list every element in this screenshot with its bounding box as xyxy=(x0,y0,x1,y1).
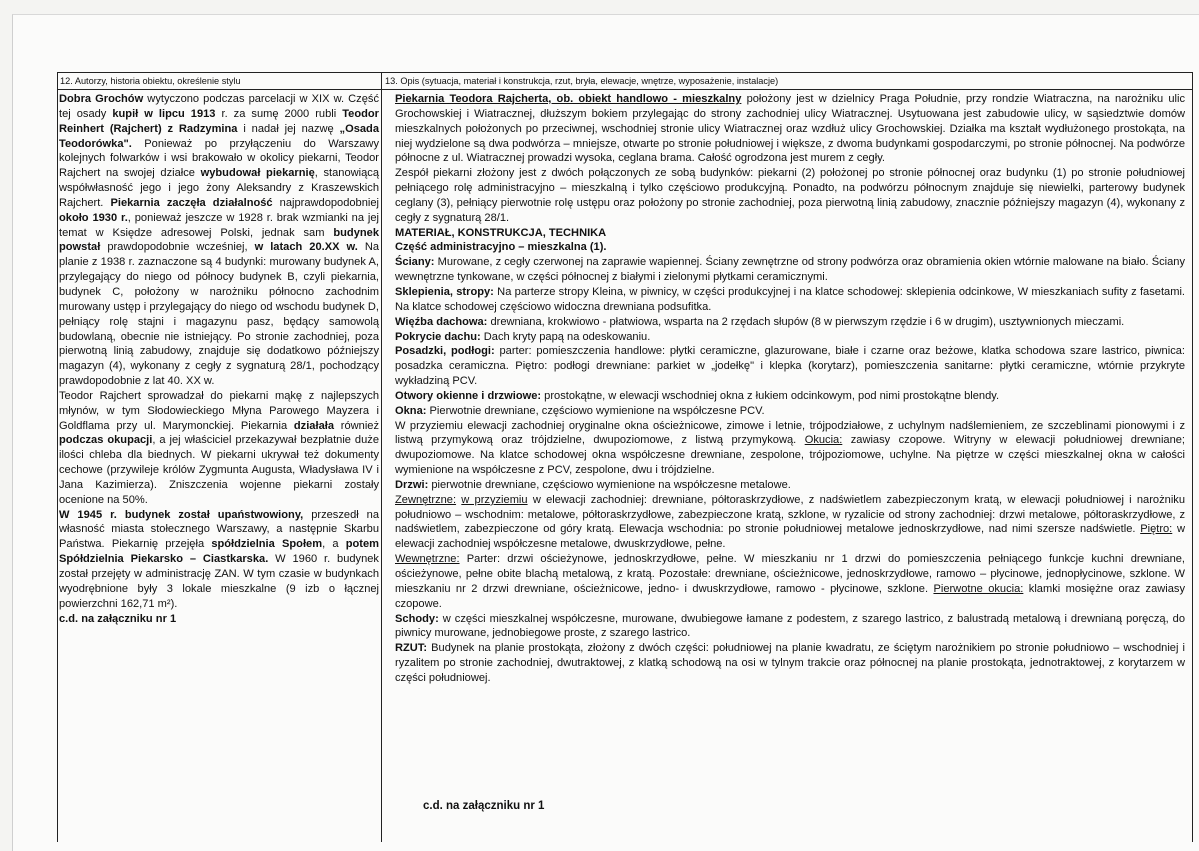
history-text: przeszedł na własność miasta stołecznego Warszawy, a następnie Skarbu Państwa. Piekarnię przejęła xyxy=(59,508,380,551)
entry-label: Więźba dachowa: xyxy=(395,315,488,328)
header-divider xyxy=(57,89,1193,90)
entry-label: Drzwi: xyxy=(395,478,429,491)
section-13-header: 13. Opis (sytuacja, materiał i konstrukcja, rzut, bryła, elewacje, wnętrze, wyposażenie, instalacje) xyxy=(385,76,779,86)
entry-text: klamki mosiężne oraz zawiasy czopowe. xyxy=(395,582,1185,610)
history-text: Piekarnia zaczęła działalność xyxy=(110,196,273,209)
history-paragraph-3 xyxy=(59,508,379,612)
history-text: potem Spółdzielnia Piekarsko – Ciastkarska. xyxy=(59,538,379,566)
description-column xyxy=(395,92,1185,686)
entry-text: zawiasy czopowe. Witryny w elewacji południowej drewniane; dwupoziomowe. Na klatce schodowej okna współczesne drewniane, zespolone, trójpoziomowe, uchylne. Na piętrze w części mieszkalnej okna w całości wymienione na współczesne z PCV, zespolone, dwu i trójdzielne. xyxy=(395,434,1185,477)
stairs-entry xyxy=(395,612,1185,642)
exterior-doors xyxy=(395,493,1185,552)
description-complex: Zespół piekarni złożony jest z dwóch połączonych ze sobą budynków: piekarni (2) położonej po stronie północnej oraz budynku (1) po stronie południowej pełniącego rolę administracyjno – mieszkalną i tylko częściowo produkcyjną. Ponadto, na podwórzu północnym znajduje się niewielki, parterowy budynek ceglany (3), pełniący pierwotnie rolę ustępu oraz położony po stronie zachodniej, poza pierwotną linią zabudowy, znacznie późniejszy magazyn (4), wykonany z cegły z sygnaturą 28/1. xyxy=(395,167,1185,224)
plan-entry xyxy=(395,641,1185,686)
entry-text: Parter: drzwi ościeżynowe, jednoskrzydłowe, pełne. W mieszkaniu nr 1 drzwi do pomieszczenia pełniącego funkcje kuchni drewniane, ościeżynowe, pełne obite blachą metalową, z kratą. Pozostałe: drewniane, ościeżnicowe, jednoskrzydłowe, ramowo – płycinowe, jednopłycinowe, szklone. W mieszkaniu nr 2 drzwi drewniane, ościeżnicowe, jedno- i dwuskrzydłowe, ramowo - płycinowe, szklone. xyxy=(395,553,1185,595)
entry-text: w elewacji zachodniej: drewniane, półtoraskrzydłowe, z nadświetlem zabezpieczonym kratą, w elewacji południowej i narożniku południowo – wschodnim: metalowe, półtoraskrzydłowe, zabezpieczone kratą, szklone, w ryzalicie od strony zachodniej: drzwi metalowe, półtoraskrzydłowe, z nadświetlem, zabezpieczone od góry kratą. Elewacja wschodnia: po stronie południowej metalowe jednoskrzydłowe, nad nimi szersze nadświetle. xyxy=(395,493,1185,536)
history-text: podczas okupacji xyxy=(59,434,153,447)
entry-label: Schody: xyxy=(395,612,439,625)
entry-text: w części mieszkalnej współczesne, murowane, dwubiegowe łamane z podestem, z szarego lastrico, z balustradą metalową i drewnianą poręczą, do piwnicy murowane, jednobiegowe proste, z szarego lastrico. xyxy=(395,612,1185,640)
history-text: około 1930 r. xyxy=(59,211,128,224)
entry-text: Na parterze stropy Kleina, w piwnicy, w części produkcyjnej i na klatce schodowej: sklepienia odcinkowe, W mieszkaniach sufity z fasetami. Na klatce schodowej częściowo widoczna drewniana podsufitka. xyxy=(395,285,1185,313)
underlined-label: Zewnętrzne: xyxy=(395,493,457,506)
entry-label: Posadzki, podłogi: xyxy=(395,345,495,358)
floors-entry xyxy=(395,344,1185,389)
history-column xyxy=(59,92,379,626)
vaults-entry xyxy=(395,285,1185,315)
description-text: położony jest w dzielnicy Praga Południe, przy rondzie Wiatraczna, na narożniku ulic Grochowskiej i Wiatracznej, dłuższym bokiem przylegając do strony zachodniej ulicy Wiatracznej. Usytuowana jest zabudowie ulicy, w sąsiedztwie domów mieszkalnych położonych po przeciwnej, wschodniej stronie ulicy Wiatracznej oraz wzdłuż ulicy Grochowskiej. Działka ma kształt wydłużonego prostokąta, na niej wydzielone są dwa podwórza – mniejsze, otwarte po stronie południowej i większe, z dwoma budynkami gospodarczymi, po stronie północnej. Na podwórze północne z ul. Wiatracznej prowadzi wysoka, ceglana brama. Całość ogrodzona jest murem z cegły. xyxy=(395,93,1185,165)
entry-label: Pokrycie dachu: xyxy=(395,330,481,343)
history-text: Teodor Reinhert (Rajchert) z Radzymina xyxy=(59,107,379,135)
continued-note-right: c.d. na załączniku nr 1 xyxy=(423,800,545,812)
history-text: spółdzielnia Społem xyxy=(211,538,323,551)
history-paragraph-1 xyxy=(59,92,379,389)
underlined-label: Wewnętrzne: xyxy=(395,553,460,566)
history-text: , stanowiącą współwłasność jego i jego żony Aleksandry z Kraszewskich Rajchert. xyxy=(59,167,379,209)
history-text: i nadał jej nazwę xyxy=(237,122,340,135)
underlined-label: w przyziemiu xyxy=(461,493,528,506)
windows-entry xyxy=(395,404,1185,419)
history-text: wytyczono podczas parcelacji w XIX w. Część tej osady xyxy=(59,93,379,120)
windows-detail xyxy=(395,419,1185,478)
doors-entry xyxy=(395,478,1185,493)
history-paragraph-2 xyxy=(59,389,379,508)
history-text: najprawdopodobniej xyxy=(272,196,379,209)
history-text: „Osada Teodorówka". xyxy=(59,122,380,150)
entry-text: Pierwotnie drewniane, częściowo wymienione na współczesne PCV. xyxy=(426,404,765,417)
history-text: w latach 20.XX w. xyxy=(254,241,358,254)
entry-text: drewniana, krokwiowo - płatwiowa, wsparta na 2 rzędach słupów (8 w pierwszym rzędzie i 6 w drugim), usztywnionych mieczami. xyxy=(487,315,1125,328)
entry-text: Murowane, z cegły czerwonej na zaprawie wapiennej. Ściany zewnętrzne od strony podwórza oraz obramienia okien wtórnie malowane na biało. Ściany wewnętrzne tynkowane, w części północnej z białymi i zielonymi płytkami ceramicznymi. xyxy=(395,256,1185,284)
history-text: Teodor Rajchert sprowadzał do piekarni mąkę z najlepszych młynów, w tym Słodowieckiego Młyna Parowego Mayzera i Goldflama przy ul. Marymonckiej. Piekarnia xyxy=(59,389,379,432)
entry-label: Otwory okienne i drzwiowe: xyxy=(395,389,542,402)
entry-text: Dach kryty papą na odeskowaniu. xyxy=(480,330,651,343)
roofing-entry xyxy=(395,330,1185,345)
history-text: Na planie z 1938 r. zaznaczone są 4 budynki: murowany budynek A, przylegający do niego od północy budynek B, czyli piekarnia, budynek C, położony w narożniku północno zachodnim murowany ustęp i przylegający do niego od wschodu budynek D, pełniący rolę stajni i magazynu pasz, będący samowolą budowlaną, obecnie nie istniejący. Po stronie zachodniej, poza pierwotną linią zabudowy, znajduje się dodatkowo późniejszy magazyn (4), wykonany z cegły z sygnaturą 28/1, pochodzący prawdopodobnie z lat 40. XX w. xyxy=(59,241,380,388)
openings-entry xyxy=(395,389,1185,404)
history-text: kupił w lipcu 1913 xyxy=(112,107,216,120)
walls-entry xyxy=(395,255,1185,285)
history-text: budynek powstał xyxy=(59,226,379,254)
history-text: Dobra Grochów xyxy=(59,93,144,105)
building-title: Piekarnia Teodora Rajcherta, ob. obiekt handlowo - mieszkalny xyxy=(395,93,742,105)
entry-text: W przyziemiu elewacji zachodniej oryginalne okna ościeżnicowe, zimowe i letnie, trójpodziałowe, z uchylnym nadślemieniem, ze szczeblinami pionowymi i z listwą przymykową oraz trójdzielne, dwupoziomowe, z listwą przymykową. xyxy=(395,419,1185,447)
history-text: , a jej właściciel przekazywał bezpłatnie duże ilości chleba dla biednych. W piekarni ukrywał też dokumenty cechowe (przywileje królów Zygmunta Augusta, Władysława IV i Jana Kazimierza). Zniszczenia wojenne piekarni zostały ocenione na 50%. xyxy=(59,434,379,506)
history-text: , ponieważ jeszcze w 1928 r. brak wzmianki na jej temat w Księdze adresowej Polski, jednak sam xyxy=(59,211,379,239)
roof-truss-entry xyxy=(395,315,1185,330)
entry-label: Okna: xyxy=(395,404,427,417)
underlined-label: Okucia: xyxy=(804,434,843,447)
entry-text: prostokątne, w elewacji wschodniej okna z łukiem odcinkowym, pod nimi prostokątne blendy. xyxy=(541,389,1000,402)
column-divider xyxy=(381,72,382,842)
history-text: , a xyxy=(322,538,346,551)
continued-note-left: c.d. na załączniku nr 1 xyxy=(59,612,177,625)
history-text: również xyxy=(334,419,380,432)
history-text: prawdopodobnie wcześniej, xyxy=(100,241,255,254)
history-text: działała xyxy=(293,419,334,432)
entry-label: Sklepienia, stropy: xyxy=(395,285,494,298)
underlined-label: Pierwotne okucia: xyxy=(933,582,1024,595)
entry-text: pierwotnie drewniane, częściowo wymienione na współczesne metalowe. xyxy=(428,478,791,491)
entry-label: RZUT: xyxy=(395,642,428,655)
history-text: r. za sumę 2000 rubli xyxy=(215,107,343,120)
section-12-header: 12. Autorzy, historia obiektu, określenie stylu xyxy=(60,76,241,86)
underlined-label: Piętro: xyxy=(1140,523,1173,536)
history-text: W 1945 r. budynek został upaństwowiony, xyxy=(59,508,304,521)
subsection-heading: Część administracyjno – mieszkalna (1). xyxy=(395,241,607,254)
history-text: Ponieważ po przyłączeniu do Warszawy kolejnych folwarków i wsi brakowało w okolicy piekarni, Teodor Rajchert na swojej działce xyxy=(59,137,379,180)
description-intro xyxy=(395,92,1185,166)
entry-text: w elewacji zachodniej współczesne metalowe, dwuskrzydłowe, pełne. xyxy=(395,523,1185,551)
interior-doors xyxy=(395,552,1185,611)
history-text: W 1960 r. budynek został przejęty w administrację ZAN. W tym czasie w budynkach wyodrębnione były 3 lokale mieszkalne (9 izb o łącznej powierzchni 162,71 m²). xyxy=(59,553,379,610)
section-heading: MATERIAŁ, KONSTRUKCJA, TECHNIKA xyxy=(395,226,607,239)
history-text: wybudował piekarnię xyxy=(200,167,315,180)
entry-text: parter: pomieszczenia handlowe: płytki ceramiczne, glazurowane, białe i czarne oraz beżowe, klatka schodowa szare lastrico, piwnica: posadzka ceramiczna. Piętro: podłogi drewniane: parkiet w „jodełkę" i klepka (korytarz), pomieszczenia sanitarne: płytki ceramiczne, wtórnie przykryte wykładziną PCV. xyxy=(395,345,1185,388)
entry-text: Budynek na planie prostokąta, złożony z dwóch części: południowej na planie kwadratu, ze ściętym narożnikiem po stronie południowo – wschodniej i ryzalitem po stronie zachodniej, dwutraktowej, z klatką schodową na osi w tylnym trakcie oraz północnej na planie prostokąta, jednotraktowej, z korytarzem w części południowej. xyxy=(395,642,1185,684)
entry-label: Ściany: xyxy=(395,256,435,269)
